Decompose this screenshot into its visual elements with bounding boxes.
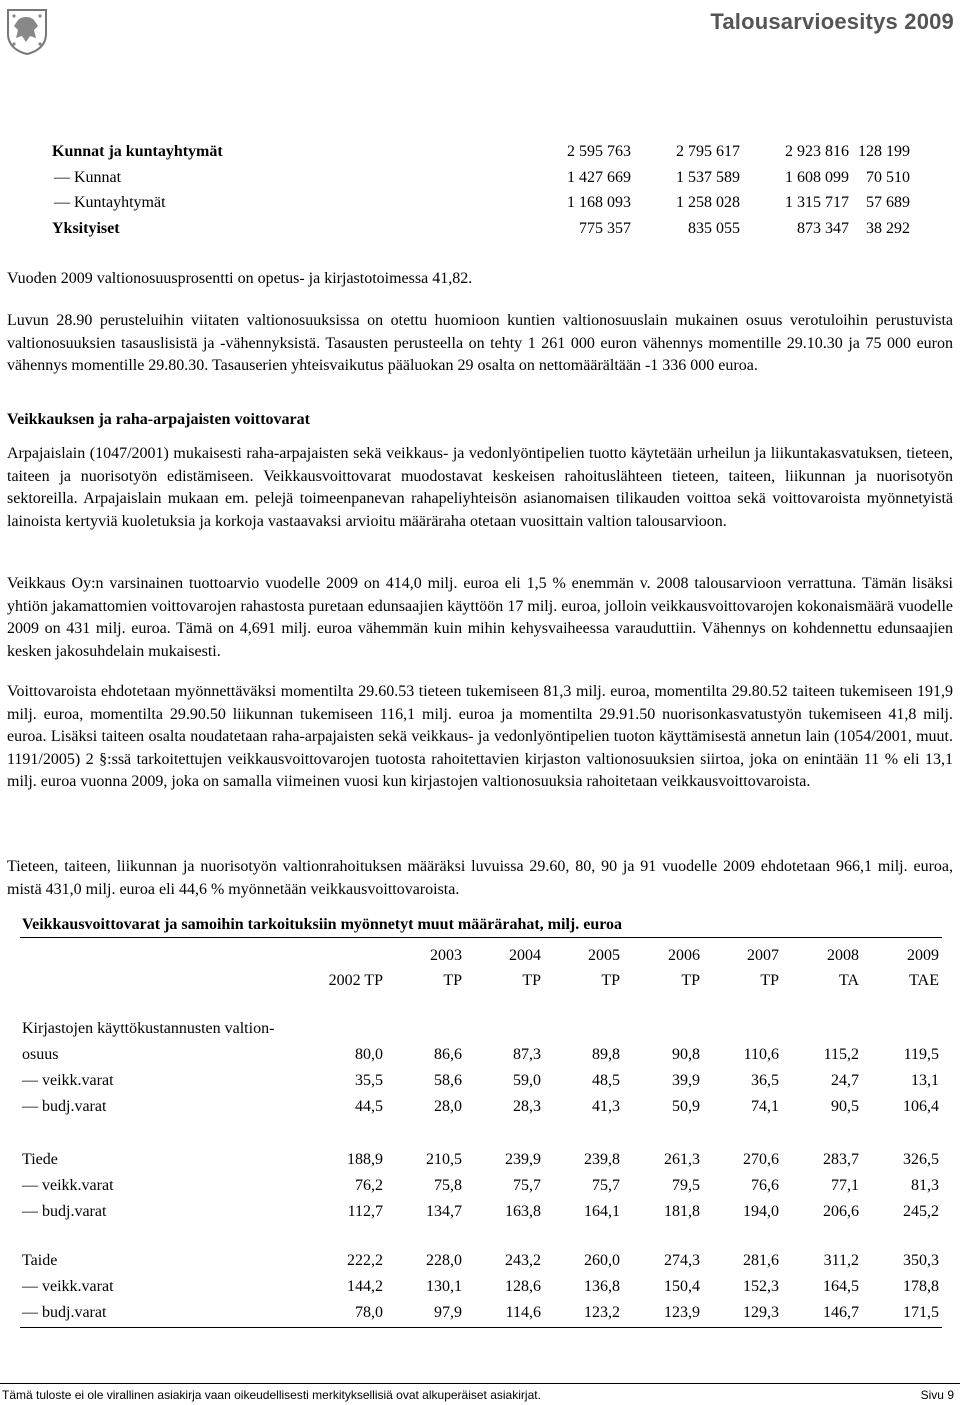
column-header-type: 2002 TP	[328, 972, 383, 989]
value-cell: 775 357	[579, 219, 631, 237]
column-header-type: TAE	[909, 972, 939, 989]
value-cell: 239,9	[505, 1151, 541, 1168]
value-cell: 24,7	[831, 1072, 859, 1089]
value-cell: 75,8	[434, 1177, 462, 1194]
value-cell: 128 199	[858, 143, 910, 160]
value-cell: 206,6	[823, 1203, 859, 1220]
value-cell: 39,9	[672, 1072, 700, 1089]
table-bottom-rule	[20, 1327, 942, 1328]
column-header-year: 2009	[907, 947, 939, 964]
value-cell: 163,8	[505, 1203, 541, 1220]
value-cell: 90,8	[672, 1046, 700, 1063]
value-cell: 164,5	[823, 1278, 859, 1295]
value-cell: 2 795 617	[676, 143, 740, 160]
table-row-label: — veikk.varat	[22, 1072, 114, 1089]
value-cell: 270,6	[743, 1151, 779, 1168]
value-cell: 1 608 099	[785, 168, 849, 186]
municipality-table	[50, 139, 912, 241]
row-label: Kirjastojen käyttökustannusten valtion-	[22, 1020, 275, 1037]
value-cell: 86,6	[434, 1046, 462, 1063]
value-cell: 228,0	[426, 1252, 462, 1269]
value-cell: 239,8	[584, 1151, 620, 1168]
row-label: — Kuntayhtymät	[54, 194, 166, 211]
column-header-type: TP	[681, 972, 700, 989]
value-cell: 36,5	[751, 1072, 779, 1089]
value-cell: 261,3	[664, 1151, 700, 1168]
value-cell: 245,2	[903, 1203, 939, 1220]
value-cell: 243,2	[505, 1252, 541, 1269]
value-cell: 28,0	[434, 1098, 462, 1115]
value-cell: 50,9	[672, 1098, 700, 1115]
value-cell: 210,5	[426, 1151, 462, 1168]
column-header-type: TP	[601, 972, 620, 989]
table-row	[50, 216, 912, 242]
value-cell: 1 427 669	[567, 168, 631, 186]
table-row-label: Taide	[22, 1252, 58, 1269]
value-cell: 123,2	[584, 1304, 620, 1321]
value-cell: 89,8	[592, 1046, 620, 1063]
value-cell: 181,8	[664, 1203, 700, 1220]
paragraph-total-funding: Tieteen, taiteen, liikunnan ja nuorisotyön valtionrahoituksen määräksi luvuissa 29.60, 80, 90 ja 91 vuodelle 2009 ehdotetaan 966,1 milj. euroa, mistä 431,0 milj. euroa eli 44,6 % myönnetään veikkausvoittovaroista.	[7, 858, 953, 898]
value-cell: 112,7	[347, 1203, 383, 1220]
value-cell: 129,3	[743, 1304, 779, 1321]
paragraph-lottery-law: Arpajaislain (1047/2001) mukaisesti raha-arpajaisten sekä veikkaus- ja vedonlyöntipelien tuotto käytetään urheilun ja liikuntakasvatuksen, tieteen, taiteen ja nuorisotyön edistämiseen. Veikkausvoittovarat muodostavat keskeisen rahoituslähteen tieteen, taiteen, liikunnan ja nuorisotyön sektoreilla. Arpajaislain mukaan em. pelejä toimeenpanevan rahapeliyhteisön asianomaisen tilikauden voittoa sekä voittovaroista myönnetyistä lainoista kertyviä kuoletuksia ja korkoja vastaavaksi arvioitu määräraha otetaan vuosittain valtion talousarvioon.	[7, 445, 953, 530]
row-label: — Kunnat	[54, 168, 122, 186]
value-cell: 70 510	[866, 168, 910, 186]
value-cell: 119,5	[903, 1046, 939, 1063]
value-cell: 873 347	[797, 219, 849, 237]
value-cell: 144,2	[347, 1278, 383, 1295]
value-cell: 75,7	[513, 1177, 541, 1194]
column-header-type: TP	[443, 972, 462, 989]
value-cell: 75,7	[592, 1177, 620, 1194]
table-row-label: osuus	[22, 1046, 59, 1063]
value-cell: 106,4	[903, 1098, 939, 1115]
column-header-year: 2004	[509, 947, 541, 964]
row-label: Kunnat ja kuntayhtymät	[52, 143, 223, 160]
value-cell: 1 168 093	[567, 194, 631, 211]
column-header-year: 2007	[747, 947, 779, 964]
value-cell: 59,0	[513, 1072, 541, 1089]
value-cell: 146,7	[823, 1304, 859, 1321]
value-cell: 57 689	[866, 194, 910, 211]
value-cell: 128,6	[505, 1278, 541, 1295]
value-cell: 115,2	[823, 1046, 859, 1063]
column-header-year: 2006	[668, 947, 700, 964]
value-cell: 152,3	[743, 1278, 779, 1295]
table-row	[50, 139, 912, 165]
column-header-type: TP	[760, 972, 779, 989]
value-cell: 222,2	[347, 1252, 383, 1269]
value-cell: 1 258 028	[676, 194, 740, 211]
value-cell: 178,8	[903, 1278, 939, 1295]
value-cell: 114,6	[505, 1304, 541, 1321]
value-cell: 13,1	[911, 1072, 939, 1089]
value-cell: 130,1	[426, 1278, 462, 1295]
paragraph-allocations: Voittovaroista ehdotetaan myönnettäväksi momentilta 29.60.53 tieteen tukemiseen 81,3 milj. euroa, momentilta 29.80.52 taiteen tukemiseen 191,9 milj. euroa, momentilta 29.90.50 liikunnan tukemiseen 116,1 milj. euroa ja momentilta 29.91.50 nuorisonkasvatustyön tukemiseen 41,8 milj. euroa. Lisäksi taiteen osalta noudatetaan raha-arpajaisten sekä veikkaus- ja vedonlyöntipelien tuoton käyttämisestä annetun lain (1054/2001, muut. 1191/2005) 2 §:ssä tarkoitettujen veikkausvoittovarojen tuotosta rahoitettavien kirjaston valtionosuuksien siirtoa, joka on enintään 11 % eli 13,1 milj. euroa vuonna 2009, joka on samalla viimeinen vuosi kun kirjastojen valtionosuuksia rahoitetaan veikkausvoittovaroista.	[7, 683, 953, 790]
value-cell: 79,5	[672, 1177, 700, 1194]
value-cell: 281,6	[743, 1252, 779, 1269]
value-cell: 90,5	[831, 1098, 859, 1115]
value-cell: 48,5	[592, 1072, 620, 1089]
value-cell: 44,5	[355, 1098, 383, 1115]
value-cell: 38 292	[866, 219, 910, 237]
value-cell: 188,9	[347, 1151, 383, 1168]
value-cell: 41,3	[592, 1098, 620, 1115]
table-row-label: — budj.varat	[22, 1304, 107, 1321]
table-row	[50, 190, 912, 216]
value-cell: 76,6	[751, 1177, 779, 1194]
paragraph-equalization: Luvun 28.90 perusteluihin viitaten valtionosuuksissa on otettu huomioon kuntien valtionosuuslain mukainen osuus verotuloihin perustuvista valtionosuuksien tasauslisistä ja -vähennyksistä. Tasausten perusteella on tehty 1 261 000 euron vähennys momentille 29.10.30 ja 75 000 euron vähennys momentille 29.80.30. Tasauserien yhteisvaikutus pääluokan 29 osalta on nettomäärältään -1 336 000 euroa.	[7, 312, 953, 374]
value-cell: 76,2	[355, 1177, 383, 1194]
value-cell: 80,0	[355, 1046, 383, 1063]
value-cell: 171,5	[903, 1304, 939, 1321]
value-cell: 74,1	[751, 1098, 779, 1115]
section-heading: Veikkauksen ja raha-arpajaisten voittovarat	[7, 411, 310, 428]
value-cell: 78,0	[355, 1304, 383, 1321]
value-cell: 274,3	[664, 1252, 700, 1269]
value-cell: 283,7	[823, 1151, 859, 1168]
value-cell: 260,0	[584, 1252, 620, 1269]
table-title: Veikkausvoittovarat ja samoihin tarkoituksiin myönnetyt muut määrärahat, milj. euroa	[22, 916, 623, 933]
column-header-type: TP	[522, 972, 541, 989]
table-row-label: Tiede	[22, 1151, 58, 1168]
value-cell: 164,1	[584, 1203, 620, 1220]
value-cell: 150,4	[664, 1278, 700, 1295]
value-cell: 87,3	[513, 1046, 541, 1063]
column-header-year: 2008	[827, 947, 859, 964]
value-cell: 2 923 816	[785, 143, 849, 160]
footer-disclaimer: Tämä tuloste ei ole virallinen asiakirja vaan oikeudellisesti merkityksellisiä ovat alkuperäiset asiakirjat.	[2, 1388, 541, 1402]
value-cell: 28,3	[513, 1098, 541, 1115]
value-cell: 2 595 763	[567, 143, 631, 160]
table-row-label: — budj.varat	[22, 1203, 107, 1220]
value-cell: 1 537 589	[676, 168, 740, 186]
table-row-label: — budj.varat	[22, 1098, 107, 1115]
value-cell: 35,5	[355, 1072, 383, 1089]
column-header-type: TA	[838, 972, 859, 989]
table-row-label: — veikk.varat	[22, 1278, 114, 1295]
value-cell: 311,2	[823, 1252, 859, 1269]
row-label: Yksityiset	[52, 219, 120, 237]
page-number: Sivu 9	[920, 1388, 954, 1402]
value-cell: 81,3	[911, 1177, 939, 1194]
column-header-year: 2003	[430, 947, 462, 964]
value-cell: 136,8	[584, 1278, 620, 1295]
column-header-year: 2005	[588, 947, 620, 964]
table-row-label: — veikk.varat	[22, 1177, 114, 1194]
value-cell: 134,7	[426, 1203, 462, 1220]
table-row	[50, 165, 912, 191]
footer-divider	[0, 1383, 960, 1384]
paragraph-veikkaus-estimate: Veikkaus Oy:n varsinainen tuottoarvio vuodelle 2009 on 414,0 milj. euroa eli 1,5 % enemmän v. 2008 talousarvioon verrattuna. Tämän lisäksi yhtiön jakamattomien voittovarojen rahastosta puretaan edunsaajien käyttöön 17 milj. euroa, jolloin veikkausvoittovarojen kokonaismäärä vuodelle 2009 on 431 milj. euroa. Tämä on 4,691 milj. euroa vähemmän kuin mihin kehysvaiheessa varauduttiin. Vähennys on kohdennettu edunsaajien kesken jakosuhdelain mukaisesti.	[7, 575, 953, 660]
value-cell: 1 315 717	[785, 194, 849, 211]
value-cell: 123,9	[664, 1304, 700, 1321]
value-cell: 110,6	[743, 1046, 779, 1063]
value-cell: 350,3	[903, 1252, 939, 1269]
value-cell: 835 055	[688, 219, 740, 237]
table-top-rule	[20, 937, 942, 938]
value-cell: 194,0	[743, 1203, 779, 1220]
value-cell: 97,9	[434, 1304, 462, 1321]
coat-of-arms-logo	[4, 6, 50, 56]
document-title: Talousarvioesitys 2009	[710, 9, 954, 34]
value-cell: 58,6	[434, 1072, 462, 1089]
paragraph-percentage: Vuoden 2009 valtionosuusprosentti on opetus- ja kirjastotoimessa 41,82.	[7, 270, 473, 287]
value-cell: 326,5	[903, 1151, 939, 1168]
value-cell: 77,1	[831, 1177, 859, 1194]
